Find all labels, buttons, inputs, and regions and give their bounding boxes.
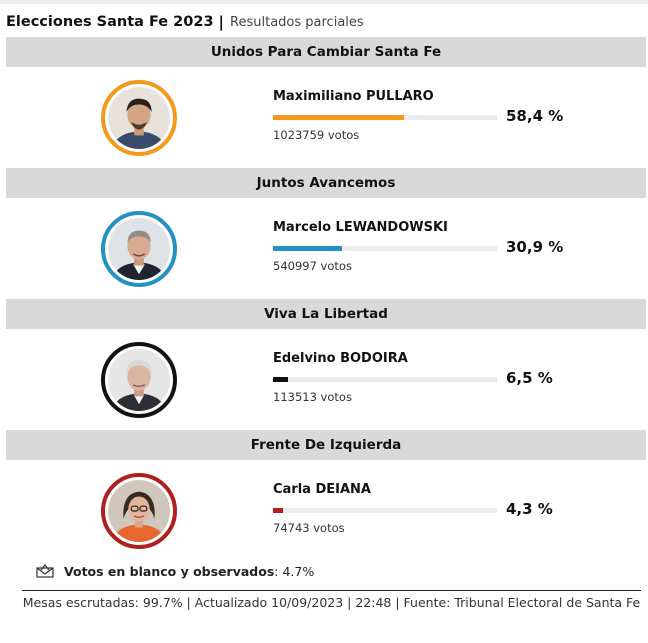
result-block bbox=[6, 299, 646, 430]
footer-info: Mesas escrutadas: 99.7% | Actualizado 10/09/2023 | 22:48 | Fuente: Tribunal Electoral de Santa Fe bbox=[22, 595, 641, 610]
vote-bar-fill bbox=[273, 508, 283, 513]
top-divider bbox=[0, 0, 648, 4]
result-block bbox=[6, 37, 646, 168]
party-name-header: Unidos Para Cambiar Santa Fe bbox=[6, 37, 646, 67]
candidate-name: Marcelo LEWANDOWSKI bbox=[273, 220, 448, 235]
person-photo-icon bbox=[108, 480, 170, 542]
candidate-percent: 4,3 % bbox=[506, 500, 553, 518]
candidate-percent: 58,4 % bbox=[506, 107, 564, 125]
person-photo-icon bbox=[108, 218, 170, 280]
candidate-votes: 1023759 votos bbox=[273, 128, 360, 142]
title-separator: | bbox=[218, 13, 225, 31]
result-block bbox=[6, 430, 646, 561]
vote-bar-track bbox=[273, 115, 497, 120]
vote-bar-track bbox=[273, 377, 497, 382]
candidate-votes: 540997 votos bbox=[273, 259, 352, 273]
footer-divider bbox=[22, 590, 641, 591]
blank-votes-value: : 4.7% bbox=[274, 563, 315, 579]
candidate-row bbox=[6, 329, 646, 430]
party-name-header: Juntos Avancemos bbox=[6, 168, 646, 198]
candidate-votes: 74743 votos bbox=[273, 521, 345, 535]
vote-bar-fill bbox=[273, 246, 342, 251]
candidate-row bbox=[6, 460, 646, 561]
blank-votes-summary bbox=[36, 561, 314, 581]
person-photo-icon bbox=[108, 87, 170, 149]
page-header bbox=[6, 10, 364, 34]
person-photo-icon bbox=[108, 349, 170, 411]
candidate-name: Carla DEIANA bbox=[273, 482, 371, 497]
candidate-name: Maximiliano PULLARO bbox=[273, 89, 434, 104]
vote-bar-track bbox=[273, 508, 497, 513]
candidate-name: Edelvino BODOIRA bbox=[273, 351, 408, 366]
candidate-percent: 6,5 % bbox=[506, 369, 553, 387]
envelope-icon bbox=[36, 564, 54, 578]
blank-votes-label: Votos en blanco y observados bbox=[64, 563, 275, 579]
candidate-row bbox=[6, 67, 646, 168]
page-title: Elecciones Santa Fe 2023 bbox=[6, 14, 214, 30]
candidate-avatar bbox=[101, 211, 177, 287]
candidate-avatar bbox=[101, 342, 177, 418]
vote-bar-track bbox=[273, 246, 497, 251]
page-subtitle: Resultados parciales bbox=[230, 14, 364, 30]
result-block bbox=[6, 168, 646, 299]
candidate-row bbox=[6, 198, 646, 299]
vote-bar-fill bbox=[273, 377, 288, 382]
party-name-header: Viva La Libertad bbox=[6, 299, 646, 329]
party-name-header: Frente De Izquierda bbox=[6, 430, 646, 460]
candidate-percent: 30,9 % bbox=[506, 238, 564, 256]
vote-bar-fill bbox=[273, 115, 404, 120]
candidate-avatar bbox=[101, 80, 177, 156]
candidate-votes: 113513 votos bbox=[273, 390, 352, 404]
candidate-avatar bbox=[101, 473, 177, 549]
